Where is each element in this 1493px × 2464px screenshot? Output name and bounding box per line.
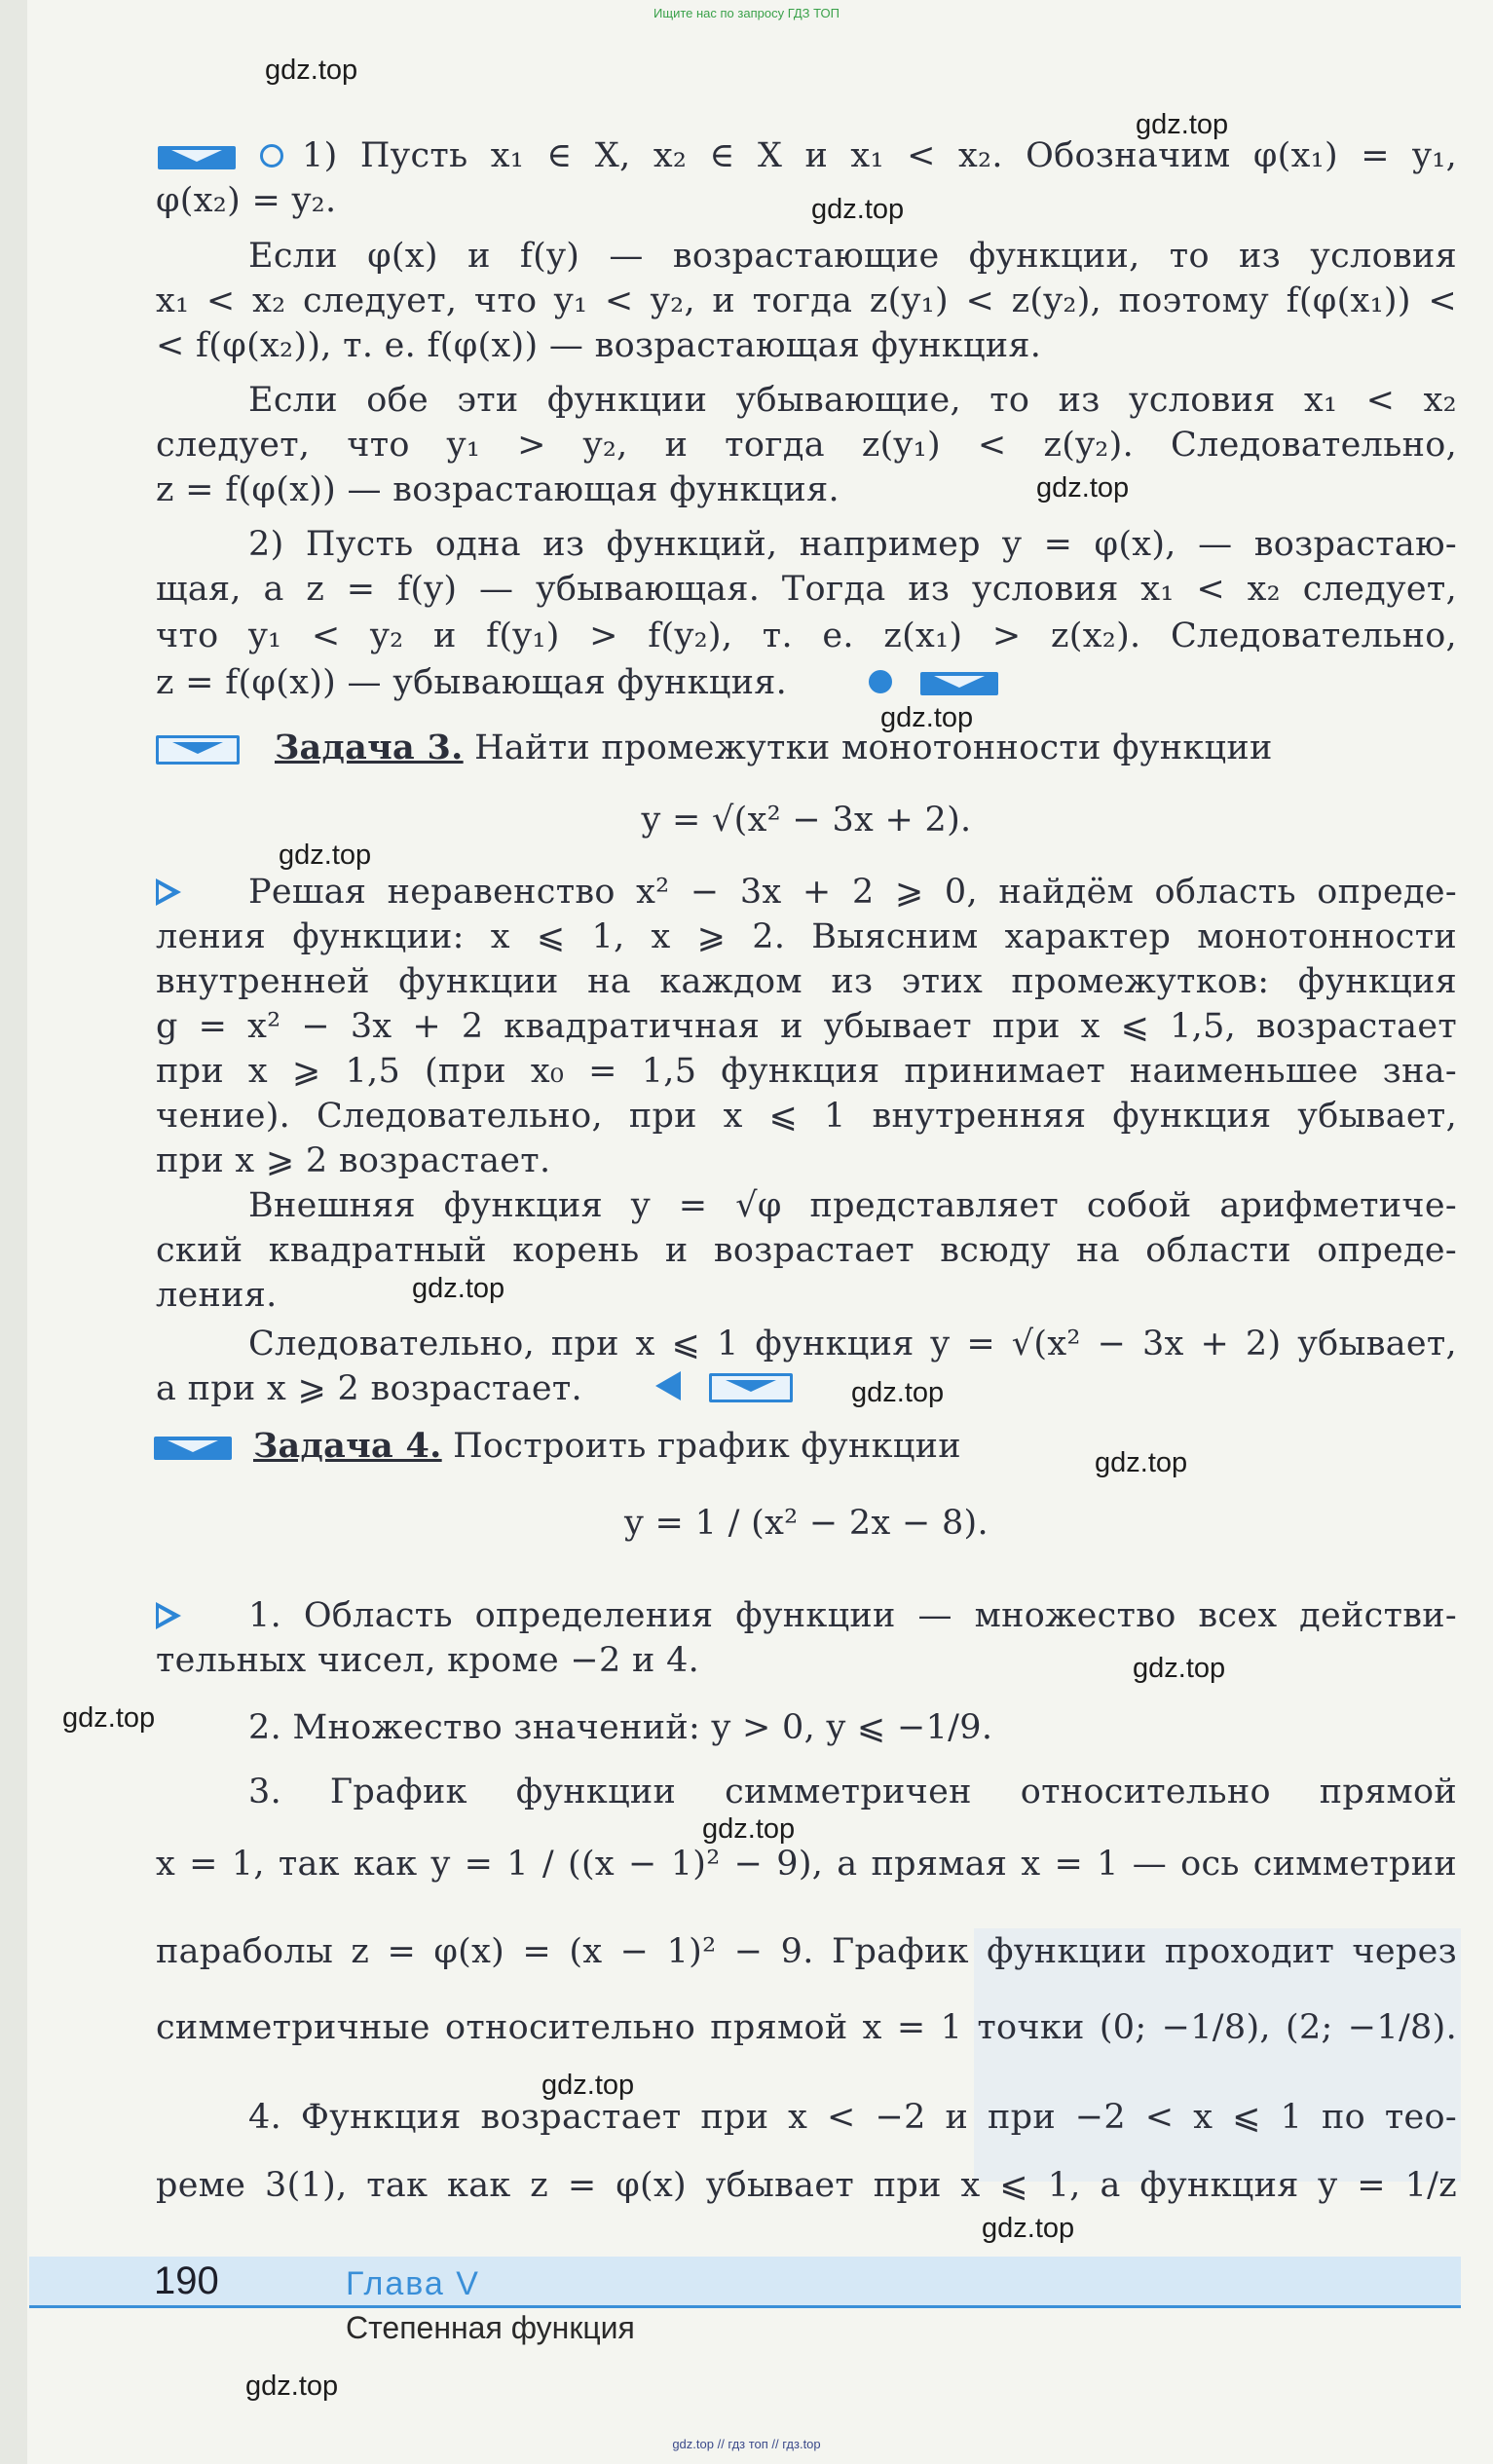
task-4-heading (253, 1425, 1457, 1468)
proof-end-circle-icon (869, 670, 892, 693)
solution-end-icon (655, 1371, 681, 1400)
watermark: gdz.top (279, 840, 372, 871)
proof-end-marker (920, 672, 998, 695)
watermark: gdz.top (702, 1813, 796, 1845)
text-line: следует, что y₁ > y₂, и тогда z(y₁) < z(y₂). Следовательно, (156, 426, 1457, 465)
watermark: gdz.top (541, 2070, 635, 2101)
task-4-formula: y = 1 / (x² − 2x − 8). (624, 1504, 989, 1543)
watermark: gdz.top (1036, 472, 1130, 504)
watermark: gdz.top (880, 702, 974, 733)
text-line: ский квадратный корень и возрастает всюду на области опреде- (156, 1231, 1457, 1270)
chapter-label: Глава V (346, 2265, 480, 2302)
text-line: Если φ(x) и f(y) — возрастающие функции, то из условия (248, 237, 1457, 276)
task-3-label: Задача 3. (275, 728, 464, 767)
footer-bar (29, 2257, 1461, 2305)
page-number: 190 (154, 2259, 219, 2302)
text-line: что y₁ < y₂ и f(y₁) > f(y₂), т. е. z(x₁) > z(x₂). Следовательно, (156, 616, 1457, 655)
watermark: gdz.top (982, 2213, 1075, 2244)
text-line: Следовательно, при x ⩽ 1 функция y = √(x² − 3x + 2) убывает, (248, 1325, 1457, 1363)
watermark: gdz.top (245, 2371, 339, 2402)
chapter-title: Степенная функция (346, 2310, 635, 2345)
watermark: gdz.top (811, 194, 905, 225)
text-line: Внешняя функция y = √φ представляет собой арифметиче- (248, 1186, 1457, 1225)
text-line: 1) Пусть x₁ ∈ X, x₂ ∈ X и x₁ < x₂. Обозначим φ(x₁) = y₁, (302, 136, 1457, 175)
text-line: а при x ⩾ 2 возрастает. (156, 1369, 582, 1408)
text-line: тельных чисел, кроме −2 и 4. (156, 1641, 700, 1680)
text-line: ления. (156, 1276, 278, 1315)
footer-divider (29, 2305, 1461, 2308)
task-3-formula: y = √(x² − 3x + 2). (641, 801, 972, 840)
top-banner: Ищите нас по запросу ГДЗ ТОП (653, 6, 840, 20)
watermark: gdz.top (1136, 109, 1229, 140)
text-line: параболы z = φ(x) = (x − 1)² − 9. График функции проходит через (156, 1932, 1457, 1971)
watermark: gdz.top (412, 1273, 505, 1304)
text-line: 2) Пусть одна из функций, например y = φ(x), — возрастаю- (248, 525, 1457, 564)
text-line: при x ⩾ 1,5 (при x₀ = 1,5 функция принимает наименьшее зна- (156, 1052, 1457, 1091)
text-line: g = x² − 3x + 2 квадратичная и убывает при x ⩽ 1,5, возрастает (156, 1007, 1457, 1046)
task-3-heading (275, 727, 1457, 769)
text-line: Решая неравенство x² − 3x + 2 ⩾ 0, найдём область опреде- (248, 873, 1457, 912)
watermark: gdz.top (1133, 1653, 1226, 1684)
text-line: < f(φ(x₂)), т. е. f(φ(x)) — возрастающая функция. (156, 326, 1042, 365)
bottom-banner: gdz.top // гдз топ // гдз.top (672, 2437, 821, 2451)
page-edge-shadow (0, 0, 27, 2464)
text-line: 3. График функции симметричен относительно прямой (248, 1773, 1457, 1811)
watermark: gdz.top (1095, 1447, 1188, 1478)
text-line: щая, а z = f(y) — убывающая. Тогда из условия x₁ < x₂ следует, (156, 570, 1457, 609)
text-line: 2. Множество значений: y > 0, y ⩽ −1/9. (248, 1708, 993, 1747)
solution-end-marker (709, 1373, 793, 1402)
task-3-text: Найти промежутки монотонности функции (474, 728, 1273, 767)
solution-start-icon (156, 1602, 181, 1629)
text-line: 4. Функция возрастает при x < −2 и при −2 < x ⩽ 1 по тео- (248, 2098, 1457, 2137)
text-line: при x ⩾ 2 возрастает. (156, 1141, 551, 1180)
text-line: ления функции: x ⩽ 1, x ⩾ 2. Выясним характер монотонности (156, 917, 1457, 956)
watermark: gdz.top (265, 55, 358, 86)
text-line: 1. Область определения функции — множество всех действи- (248, 1596, 1457, 1635)
solution-start-icon (156, 878, 181, 906)
text-line: симметричные относительно прямой x = 1 точки (0; −1/8), (2; −1/8). (156, 2008, 1457, 2047)
task-4-text: Построить график функции (453, 1427, 961, 1466)
proof-start-marker (158, 146, 236, 169)
task-4-label: Задача 4. (253, 1426, 442, 1466)
text-line: x = 1, так как y = 1 / ((x − 1)² − 9), а прямая x = 1 — ось симметрии (156, 1845, 1457, 1884)
text-line: реме 3(1), так как z = φ(x) убывает при x ⩽ 1, а функция y = 1/z (156, 2166, 1457, 2205)
text-line: z = f(φ(x)) — убывающая функция. (156, 663, 788, 702)
text-line: внутренней функции на каждом из этих промежутков: функция (156, 962, 1457, 1001)
watermark: gdz.top (62, 1702, 156, 1734)
task-marker (156, 735, 240, 765)
text-line: φ(x₂) = y₂. (156, 181, 337, 220)
text-line: чение). Следовательно, при x ⩽ 1 внутренняя функция убывает, (156, 1097, 1457, 1136)
proof-start-circle-icon (260, 144, 283, 168)
text-line: Если обе эти функции убывающие, то из условия x₁ < x₂ (248, 381, 1457, 420)
task-marker (154, 1437, 232, 1460)
text-line: x₁ < x₂ следует, что y₁ < y₂, и тогда z(y₁) < z(y₂), поэтому f(φ(x₁)) < (156, 281, 1457, 320)
watermark: gdz.top (851, 1377, 945, 1408)
text-line: z = f(φ(x)) — возрастающая функция. (156, 470, 840, 509)
